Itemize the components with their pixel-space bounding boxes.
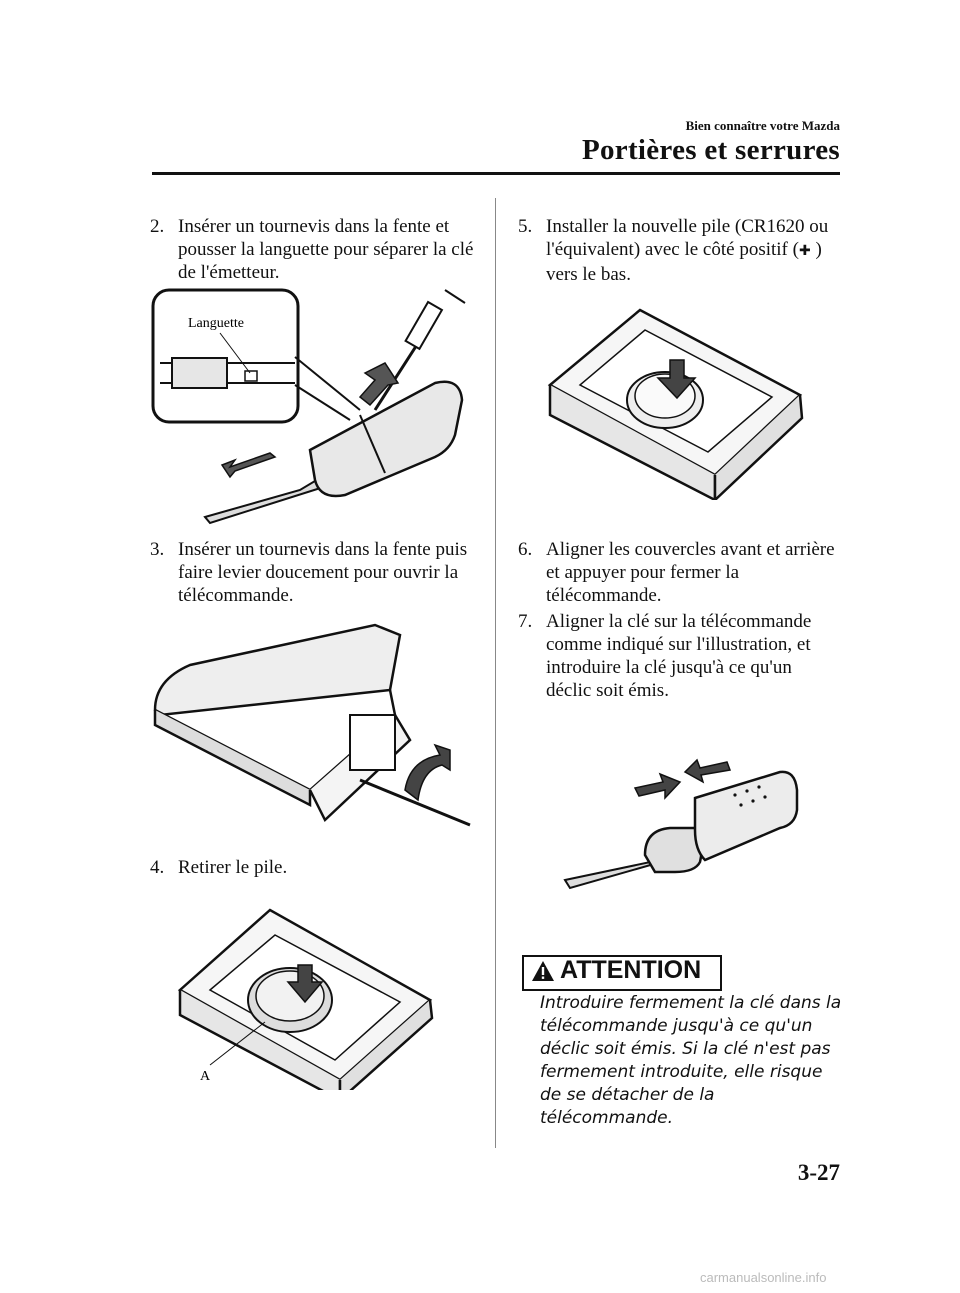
header-rule bbox=[152, 172, 840, 175]
step-text: Insérer un tournevis dans la fente et pousser la languette pour séparer la clé de l'émetteur. bbox=[178, 216, 474, 283]
step-number: 3. bbox=[150, 539, 165, 560]
step-number: 5. bbox=[518, 216, 533, 237]
section-heading: Bien connaître votre Mazda bbox=[685, 118, 840, 133]
step-text: Retirer le pile. bbox=[178, 857, 288, 878]
step-number: 6. bbox=[518, 539, 533, 560]
pry-open-illustration bbox=[150, 620, 480, 835]
column-divider bbox=[495, 198, 496, 1148]
step-6 bbox=[518, 538, 838, 607]
step-2 bbox=[150, 215, 480, 284]
insert-key-illustration bbox=[555, 750, 805, 890]
label-a: A bbox=[200, 1069, 211, 1084]
languette-label: Languette bbox=[188, 316, 244, 331]
key-separation-illustration bbox=[150, 285, 480, 525]
warning-triangle-icon bbox=[531, 960, 555, 982]
plus-icon: ✚ bbox=[798, 243, 811, 259]
footer-watermark: carmanualsonline.info bbox=[700, 1270, 827, 1285]
step-7 bbox=[518, 610, 838, 702]
step-number: 7. bbox=[518, 611, 533, 632]
step-text: Aligner la clé sur la télécommande comme indiqué sur l'illustration, et introduire la clé jusqu'à ce qu'un déclic soit émis. bbox=[546, 611, 812, 701]
step-4 bbox=[150, 856, 480, 879]
page-title: Portières et serrures bbox=[581, 134, 840, 166]
step-text: Aligner les couvercles avant et arrière et appuyer pour fermer la télécommande. bbox=[546, 539, 835, 606]
caution-label: ATTENTION bbox=[560, 956, 702, 984]
caution-text: Introduire fermement la clé dans la télécommande jusqu'à ce qu'un déclic soit émis. Si la clé n'est pas fermement introduite, elle risque de se détacher de la télécommande. bbox=[540, 993, 842, 1128]
remove-battery-illustration bbox=[170, 900, 450, 1090]
step-text: Installer la nouvelle pile (CR1620 ou l'équivalent) avec le côté positif (✚ ) vers le bas. bbox=[546, 216, 829, 285]
install-battery-illustration bbox=[540, 300, 820, 500]
step-3 bbox=[150, 538, 480, 607]
page-number: 3-27 bbox=[797, 1160, 840, 1185]
step-5 bbox=[518, 215, 838, 286]
step-number: 2. bbox=[150, 216, 165, 237]
step-number: 4. bbox=[150, 857, 165, 878]
step-text: Insérer un tournevis dans la fente puis faire levier doucement pour ouvrir la télécommande. bbox=[178, 539, 468, 606]
